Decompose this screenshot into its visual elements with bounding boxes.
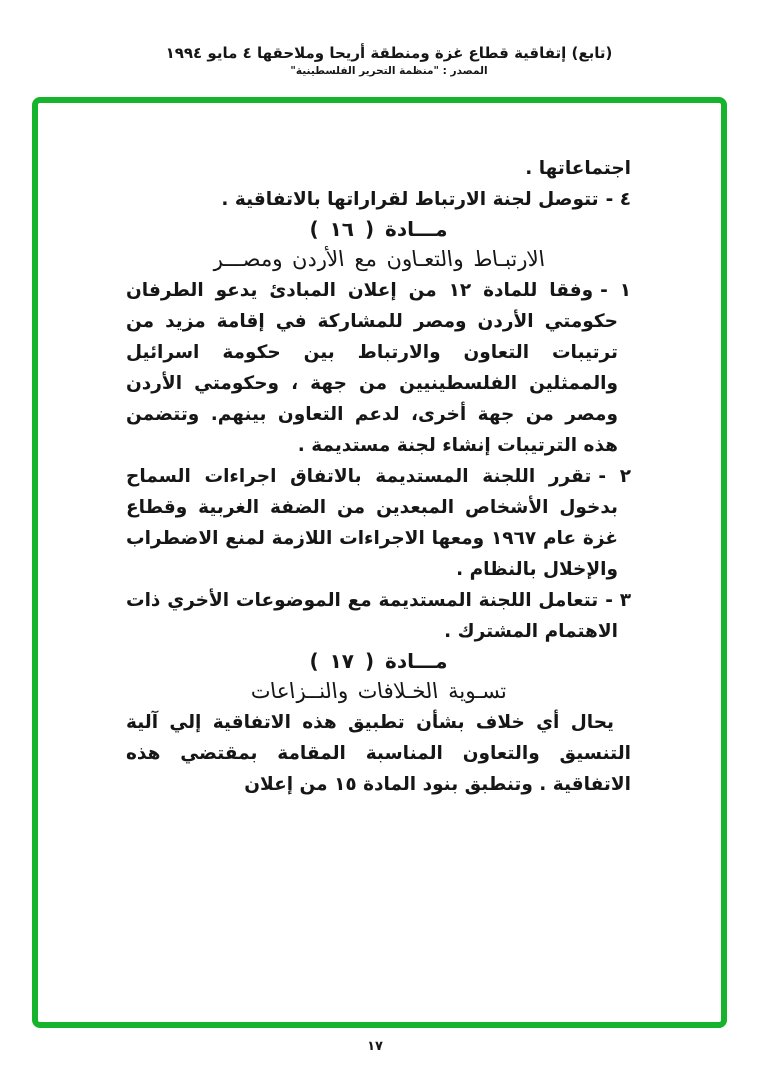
article-16-clause-1 (126, 275, 631, 461)
article-16-clause-2 (126, 461, 631, 585)
header-source: المصدر : "منظمة التحرير الفلسطينية" (290, 65, 488, 77)
clause-2-number: ٢ - (598, 466, 632, 487)
clause-1-text: وفقا للمادة ١٢ من إعلان المبادئ يدعو الطرفان حكومتي الأردن ومصر للمشاركة في إقامة مزيد من ترتيبات التعاون والارتباط بين حكومة اسرائيل والممثلين الفلسطينيين من جهة ، وحكومتي الأردن ومصر من جهة أخرى، لدعم التعاون بينهم. وتتضمن هذه الترتيبات إنشاء لجنة مستديمة . (126, 280, 618, 456)
clause-2-text: تقرر اللجنة المستديمة بالاتفاق اجراءات السماح بدخول الأشخاص المبعدين من الضفة الغربية وقطاع غزة عام ١٩٦٧ ومعها الاجراءات اللازمة لمنع الاضطراب والإخلال بالنظام . (126, 466, 618, 580)
list-item-4-number: ٤ - (605, 189, 631, 210)
header-title: (تابع) إتفاقية قطاع غزة ومنطقة أريحا وملاحقها ٤ مايو ١٩٩٤ (165, 44, 613, 62)
green-border-frame (32, 97, 727, 1028)
list-item-4 (126, 184, 631, 215)
continuation-text: اجتماعاتها . (525, 158, 631, 179)
clause-3-text: تتعامل اللجنة المستديمة مع الموضوعات الأخري ذات الاهتمام المشترك . (126, 590, 618, 642)
page-number: ١٧ (367, 1039, 383, 1054)
article-16-clause-3 (126, 585, 631, 647)
clause-1-number: ١ - (600, 280, 631, 301)
list-item-4-text: تتوصل لجنة الارتباط لقراراتها بالاتفاقية . (221, 189, 599, 210)
article-16-title: مـــادة ( ١٦ ) (309, 217, 448, 241)
article-16-subtitle: الارتبـاط والتعـاون مع الأردن ومصـــر (210, 247, 547, 271)
page-header (0, 44, 758, 77)
article-17-paragraph: يحال أي خلاف بشأن تطبيق هذه الاتفاقية إلي آلية التنسيق والتعاون المناسبة المقامة بمقتضي هذه الاتفاقية . وتنطبق بنود المادة ١٥ من إعلان (126, 712, 631, 795)
article-17-subtitle: تسـوية الخـلافات والنــزاعات (249, 679, 508, 703)
page-footer (0, 1035, 758, 1054)
clause-3-number: ٣ - (605, 590, 631, 611)
article-17-title: مـــادة ( ١٧ ) (309, 649, 448, 673)
